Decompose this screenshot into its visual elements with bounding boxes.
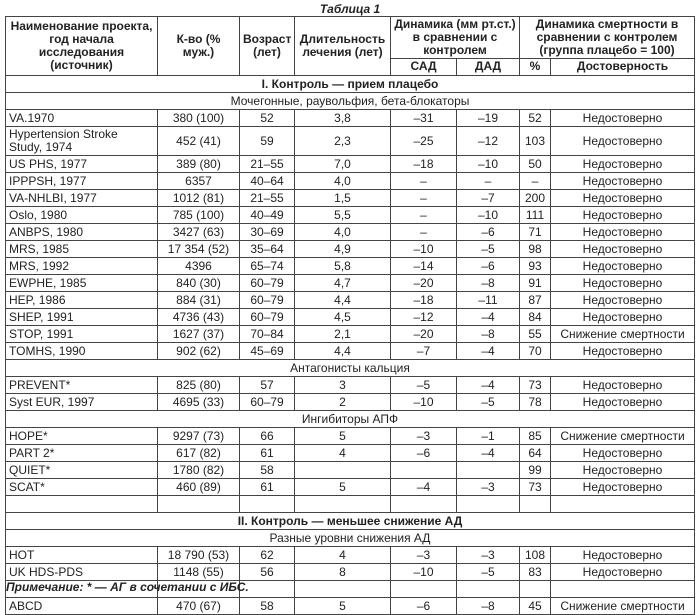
- subsection-title: Мочегонные, раувольфия, бета-блокаторы: [6, 93, 695, 110]
- table-cell: –8: [457, 275, 520, 292]
- table-row: [6, 547, 695, 564]
- header-mortality: Динамика смертности в сравнении с контролем (группа плацебо = 100): [520, 17, 695, 59]
- table-cell: –7: [457, 190, 520, 207]
- table-cell: –6: [457, 224, 520, 241]
- table-cell: Недостоверно: [551, 241, 695, 258]
- header-sbp: САД: [391, 58, 457, 75]
- table-row: [6, 156, 695, 173]
- table-cell: 93: [520, 258, 551, 275]
- header-duration: Длительность лечения (лет): [295, 17, 391, 76]
- table-cell: Syst EUR, 1997: [6, 394, 158, 411]
- table-cell: Недостоверно: [551, 377, 695, 394]
- table-cell: 470 (67): [158, 598, 240, 615]
- table-row: [6, 275, 695, 292]
- table-row: [6, 394, 695, 411]
- table-cell: Снижение смертности: [551, 428, 695, 445]
- table-cell: 103: [520, 127, 551, 156]
- table-row: [6, 190, 695, 207]
- table-cell: –: [391, 173, 457, 190]
- empty-cell: [391, 496, 457, 513]
- subsection-row: [6, 530, 695, 547]
- table-cell: [391, 462, 457, 479]
- section-title: I. Контроль — прием плацебо: [6, 76, 695, 93]
- table-cell: PART 2*: [6, 445, 158, 462]
- table-row: [6, 377, 695, 394]
- table-cell: 840 (30): [158, 275, 240, 292]
- table-cell: 21–55: [240, 156, 295, 173]
- table-cell: –31: [391, 110, 457, 127]
- blank-row: [6, 496, 695, 513]
- table-cell: 1,5: [295, 190, 391, 207]
- table-cell: 9297 (73): [158, 428, 240, 445]
- table-cell: 5,8: [295, 258, 391, 275]
- empty-cell: [158, 496, 240, 513]
- table-cell: 1148 (55): [158, 564, 240, 581]
- table-note: Примечание: * — АГ в сочетании с ИБС.: [6, 580, 249, 594]
- empty-cell: [6, 496, 158, 513]
- table-cell: 83: [520, 564, 551, 581]
- table-cell: HOT: [6, 547, 158, 564]
- table-cell: 91: [520, 275, 551, 292]
- table-cell: 21–55: [240, 190, 295, 207]
- table-cell: –20: [391, 275, 457, 292]
- table-cell: –25: [391, 127, 457, 156]
- table-cell: Недостоверно: [551, 258, 695, 275]
- table-cell: ABCD: [6, 598, 158, 615]
- table-body: [6, 76, 695, 615]
- table-cell: HOPE*: [6, 428, 158, 445]
- table-cell: Недостоверно: [551, 445, 695, 462]
- table-cell: 18 790 (53): [158, 547, 240, 564]
- header-dbp: ДАД: [457, 58, 520, 75]
- table-cell: –4: [457, 343, 520, 360]
- table-cell: –10: [391, 564, 457, 581]
- table-cell: US PHS, 1977: [6, 156, 158, 173]
- table-cell: 64: [520, 445, 551, 462]
- studies-table: [5, 16, 695, 615]
- table-cell: Недостоверно: [551, 127, 695, 156]
- table-cell: 389 (80): [158, 156, 240, 173]
- table-cell: 4695 (33): [158, 394, 240, 411]
- empty-cell: [551, 496, 695, 513]
- table-cell: Недостоверно: [551, 547, 695, 564]
- table-cell: 59: [240, 127, 295, 156]
- table-row: [6, 428, 695, 445]
- table-row: [6, 445, 695, 462]
- table-cell: 5: [295, 479, 391, 496]
- table-cell: VA.1970: [6, 110, 158, 127]
- table-cell: 45: [520, 598, 551, 615]
- table-cell: 884 (31): [158, 292, 240, 309]
- table-cell: Недостоверно: [551, 462, 695, 479]
- table-cell: –3: [391, 428, 457, 445]
- table-cell: Недостоверно: [551, 110, 695, 127]
- table-cell: 85: [520, 428, 551, 445]
- table-cell: 60–79: [240, 309, 295, 326]
- table-cell: Недостоверно: [551, 224, 695, 241]
- table-cell: 98: [520, 241, 551, 258]
- table-cell: –5: [457, 241, 520, 258]
- empty-cell: [295, 581, 391, 598]
- empty-cell: [240, 496, 295, 513]
- table-cell: 87: [520, 292, 551, 309]
- table-cell: EWPHE, 1985: [6, 275, 158, 292]
- empty-cell: [457, 581, 520, 598]
- table-cell: –18: [391, 156, 457, 173]
- table-cell: [457, 462, 520, 479]
- header-count: К-во (% муж.): [158, 17, 240, 76]
- table-cell: STOP, 1991: [6, 326, 158, 343]
- table-cell: –: [391, 207, 457, 224]
- table-cell: 5: [295, 598, 391, 615]
- table-cell: 3: [295, 377, 391, 394]
- table-cell: Снижение смертности: [551, 598, 695, 615]
- table-cell: 55: [520, 326, 551, 343]
- table-cell: 380 (100): [158, 110, 240, 127]
- table-cell: 2,1: [295, 326, 391, 343]
- header-age: Возраст (лет): [240, 17, 295, 76]
- subsection-row: [6, 360, 695, 377]
- table-row: [6, 564, 695, 581]
- table-cell: 66: [240, 428, 295, 445]
- header-row-1: [6, 17, 695, 59]
- table-row: [6, 326, 695, 343]
- table-row: [6, 110, 695, 127]
- table-cell: Oslo, 1980: [6, 207, 158, 224]
- table-cell: 902 (62): [158, 343, 240, 360]
- table-cell: 785 (100): [158, 207, 240, 224]
- section-title: II. Контроль — меньшее снижение АД: [6, 513, 695, 530]
- table-cell: 4,0: [295, 173, 391, 190]
- table-cell: –10: [457, 156, 520, 173]
- table-cell: –5: [457, 394, 520, 411]
- table-cell: 70: [520, 343, 551, 360]
- section-row: [6, 513, 695, 530]
- subsection-title: Ингибиторы АПФ: [6, 411, 695, 428]
- table-cell: 50: [520, 156, 551, 173]
- table-cell: Недостоверно: [551, 343, 695, 360]
- table-cell: –12: [391, 309, 457, 326]
- table-cell: 1627 (37): [158, 326, 240, 343]
- table-cell: 60–79: [240, 394, 295, 411]
- table-cell: –6: [391, 445, 457, 462]
- table-cell: 111: [520, 207, 551, 224]
- table-cell: VA-NHLBI, 1977: [6, 190, 158, 207]
- table-cell: MRS, 1992: [6, 258, 158, 275]
- table-cell: –4: [457, 445, 520, 462]
- table-cell: 73: [520, 479, 551, 496]
- table-cell: 4736 (43): [158, 309, 240, 326]
- table-cell: Недостоверно: [551, 394, 695, 411]
- table-cell: 65–74: [240, 258, 295, 275]
- table-cell: –20: [391, 326, 457, 343]
- table-cell: 2: [295, 394, 391, 411]
- empty-cell: [520, 496, 551, 513]
- table-cell: –3: [457, 547, 520, 564]
- table-cell: 4396: [158, 258, 240, 275]
- table-cell: 40–64: [240, 173, 295, 190]
- table-cell: 61: [240, 479, 295, 496]
- table-cell: 56: [240, 564, 295, 581]
- table-cell: TOMHS, 1990: [6, 343, 158, 360]
- subsection-row: [6, 411, 695, 428]
- table-cell: Недостоверно: [551, 309, 695, 326]
- table-cell: –: [520, 173, 551, 190]
- table-row: [6, 241, 695, 258]
- table-row: [6, 479, 695, 496]
- subsection-title: Разные уровни снижения АД: [6, 530, 695, 547]
- subsection-title: Антагонисты кальция: [6, 360, 695, 377]
- table-row: [6, 462, 695, 479]
- table-row: [6, 309, 695, 326]
- table-cell: 1780 (82): [158, 462, 240, 479]
- table-cell: –4: [457, 309, 520, 326]
- table-cell: 617 (82): [158, 445, 240, 462]
- empty-cell: [295, 496, 391, 513]
- table-cell: 60–79: [240, 292, 295, 309]
- table-cell: –5: [457, 564, 520, 581]
- table-cell: –7: [391, 343, 457, 360]
- table-cell: 57: [240, 377, 295, 394]
- table-cell: 4: [295, 445, 391, 462]
- table-cell: 2,3: [295, 127, 391, 156]
- table-cell: –4: [391, 479, 457, 496]
- table-cell: –6: [391, 598, 457, 615]
- table-cell: 30–69: [240, 224, 295, 241]
- table-cell: –: [457, 173, 520, 190]
- table-row: [6, 224, 695, 241]
- table-cell: MRS, 1985: [6, 241, 158, 258]
- table-cell: –19: [457, 110, 520, 127]
- table-row: [6, 598, 695, 615]
- table-row: [6, 343, 695, 360]
- table-cell: –: [391, 224, 457, 241]
- table-cell: –11: [457, 292, 520, 309]
- table-cell: IPPPSH, 1977: [6, 173, 158, 190]
- table-cell: –: [391, 190, 457, 207]
- table-cell: Недостоверно: [551, 156, 695, 173]
- table-cell: 52: [240, 110, 295, 127]
- table-cell: 58: [240, 598, 295, 615]
- header-dynamics: Динамика (мм рт.ст.) в сравнении с контролем: [391, 17, 520, 59]
- table-cell: –3: [457, 479, 520, 496]
- table-cell: 108: [520, 547, 551, 564]
- table-cell: 4,4: [295, 343, 391, 360]
- table-cell: 5: [295, 428, 391, 445]
- table-row: [6, 173, 695, 190]
- table-cell: –4: [457, 377, 520, 394]
- table-cell: Снижение смертности: [551, 326, 695, 343]
- table-cell: 17 354 (52): [158, 241, 240, 258]
- table-cell: 60–79: [240, 275, 295, 292]
- table-cell: SHEP, 1991: [6, 309, 158, 326]
- section-row: [6, 76, 695, 93]
- empty-cell: [391, 581, 457, 598]
- table-row: [6, 292, 695, 309]
- table-cell: 4,7: [295, 275, 391, 292]
- table-cell: 8: [295, 564, 391, 581]
- table-row: [6, 258, 695, 275]
- empty-cell: [457, 496, 520, 513]
- table-cell: –10: [391, 241, 457, 258]
- table-caption: Таблица 1: [319, 2, 381, 16]
- table-cell: –5: [391, 377, 457, 394]
- empty-cell: [520, 581, 551, 598]
- table-cell: 5,5: [295, 207, 391, 224]
- table-cell: 73: [520, 377, 551, 394]
- table-cell: 78: [520, 394, 551, 411]
- table-cell: ANBPS, 1980: [6, 224, 158, 241]
- table-row: [6, 207, 695, 224]
- table-cell: Недостоверно: [551, 173, 695, 190]
- table-cell: Hypertension Stroke Study, 1974: [6, 127, 158, 156]
- table-cell: 52: [520, 110, 551, 127]
- subsection-row: [6, 93, 695, 110]
- table-cell: 45–69: [240, 343, 295, 360]
- table-cell: Недостоверно: [551, 564, 695, 581]
- table-cell: Недостоверно: [551, 275, 695, 292]
- table-cell: –10: [457, 207, 520, 224]
- table-cell: –6: [457, 258, 520, 275]
- table-cell: 4,9: [295, 241, 391, 258]
- table-cell: –10: [391, 394, 457, 411]
- header-signif: Достоверность: [551, 58, 695, 75]
- table-cell: UK HDS-PDS: [6, 564, 158, 581]
- table-cell: 62: [240, 547, 295, 564]
- table-cell: –8: [457, 326, 520, 343]
- table-cell: 71: [520, 224, 551, 241]
- table-cell: 4,0: [295, 224, 391, 241]
- table-cell: QUIET*: [6, 462, 158, 479]
- table-cell: [295, 462, 391, 479]
- table-cell: 61: [240, 445, 295, 462]
- table-cell: 7,0: [295, 156, 391, 173]
- table-cell: PREVENT*: [6, 377, 158, 394]
- table-cell: 3,8: [295, 110, 391, 127]
- table-cell: 4,4: [295, 292, 391, 309]
- table-cell: 99: [520, 462, 551, 479]
- table-cell: 4: [295, 547, 391, 564]
- table-cell: 35–64: [240, 241, 295, 258]
- table-cell: 4,5: [295, 309, 391, 326]
- table-cell: Недостоверно: [551, 479, 695, 496]
- table-cell: –14: [391, 258, 457, 275]
- table-cell: 200: [520, 190, 551, 207]
- table-cell: 3427 (63): [158, 224, 240, 241]
- empty-cell: [551, 581, 695, 598]
- table-cell: 825 (80): [158, 377, 240, 394]
- table-cell: 1012 (81): [158, 190, 240, 207]
- table-cell: Недостоверно: [551, 190, 695, 207]
- table-cell: Недостоверно: [551, 292, 695, 309]
- header-name: Наименование проекта, год начала исследования (источник): [6, 17, 158, 76]
- table-cell: –8: [457, 598, 520, 615]
- table-cell: Недостоверно: [551, 207, 695, 224]
- table-cell: 452 (41): [158, 127, 240, 156]
- table-cell: SCAT*: [6, 479, 158, 496]
- header-pct: %: [520, 58, 551, 75]
- table-row: [6, 127, 695, 156]
- table-cell: HEP, 1986: [6, 292, 158, 309]
- table-cell: 58: [240, 462, 295, 479]
- table-cell: 70–84: [240, 326, 295, 343]
- table-cell: –18: [391, 292, 457, 309]
- table-cell: –3: [391, 547, 457, 564]
- table-cell: –1: [457, 428, 520, 445]
- table-cell: 40–49: [240, 207, 295, 224]
- table-cell: 6357: [158, 173, 240, 190]
- table-cell: 460 (89): [158, 479, 240, 496]
- table-cell: 84: [520, 309, 551, 326]
- table-cell: –12: [457, 127, 520, 156]
